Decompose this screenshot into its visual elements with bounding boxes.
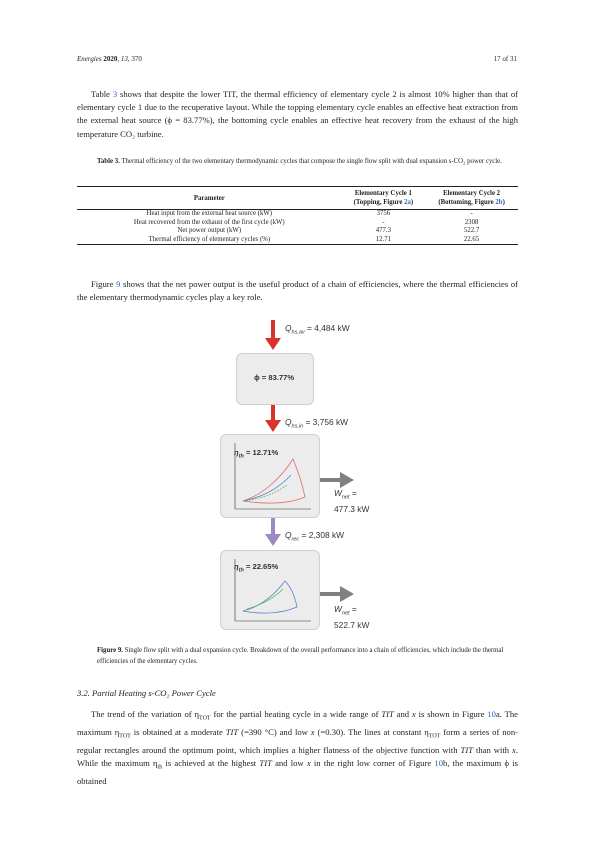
row-cycle1: 12.71 — [342, 236, 426, 245]
w1-line — [334, 488, 369, 504]
running-header-citation: Energies 2020, 13, 370 — [77, 55, 142, 63]
p3-text: form a series of non-regular rectangles around the optimum point, which implies a higher flatness of the objective function with — [77, 726, 518, 755]
row-param: Net power output (kW) — [177, 227, 242, 235]
table3-caption — [97, 157, 518, 168]
label-power-bottoming — [334, 604, 369, 631]
table3-caption-text: Thermal efficiency of the two elementary thermodynamic cycles that compose the single flow split with dual expansion s-CO₂ power cycle. — [119, 158, 502, 165]
w1-eq: = — [349, 488, 357, 498]
eta2-symbol: η — [234, 562, 239, 571]
col2-title: Elementary Cycle 2 — [443, 190, 501, 197]
label-power-topping — [334, 488, 369, 515]
row-cycle2: 522.7 — [463, 227, 480, 235]
q-av-value: = 4,484 kW — [304, 323, 350, 333]
p3-text: The trend of the variation of η — [91, 709, 200, 719]
figure9-caption-label: Figure 9. — [97, 647, 123, 654]
w2-line — [334, 604, 369, 620]
p3-text: is obtained at a moderate — [130, 726, 226, 737]
p3-x: x — [310, 726, 315, 737]
p3-tit: TIT — [381, 709, 394, 719]
eta2-value: = 22.65% — [243, 562, 279, 571]
para2-lead: Figure — [91, 279, 114, 289]
topping-cycle-box — [220, 434, 320, 518]
p3-text: and low — [271, 758, 307, 769]
table3-header-row — [77, 187, 518, 210]
w2-eq: = — [349, 604, 357, 614]
arrow-heat-input — [271, 404, 275, 422]
arrow-heat-recovered — [271, 518, 275, 536]
figure9 — [230, 318, 390, 638]
ts1-cycle-red — [243, 459, 305, 503]
q-in-value: = 3,756 kW — [303, 417, 349, 427]
arrow-heat-input-head — [265, 420, 281, 432]
p3-x: x — [306, 758, 311, 769]
p3-sub: th — [157, 764, 163, 771]
col1-subtitle — [344, 198, 424, 207]
row-param: Thermal efficiency of elementary cycles (%) — [77, 236, 342, 245]
w2-value: 522.7 kW — [334, 619, 370, 630]
paragraph-partial-heating — [77, 708, 518, 788]
paragraph-table3-discussion — [77, 88, 518, 141]
p3-text: a. The maximum η — [77, 709, 518, 737]
w2-symbol: W — [334, 604, 342, 614]
label-heat-available — [285, 323, 350, 336]
col-header-cycle1 — [342, 187, 426, 210]
p3-tit: TIT — [259, 758, 272, 769]
ts2-cycle-blue — [243, 581, 297, 613]
p3-tit: TIT — [460, 744, 473, 755]
p3-text: is achieved at the highest — [162, 758, 260, 769]
p3-x: x — [411, 709, 416, 719]
row-param: Heat input from the external heat source (kW) — [146, 210, 273, 217]
page-number: 17 of 31 — [493, 55, 517, 63]
arrow-power-out-1-head — [340, 472, 354, 488]
para1-lead: Table — [91, 89, 110, 99]
p3-text: than with — [472, 744, 512, 755]
col1-sub-post: ) — [410, 199, 414, 206]
col-header-cycle2 — [425, 187, 518, 210]
label-eta-topping — [234, 448, 278, 460]
row-param: Heat recovered from the exhaust of the first cycle (kW) — [133, 218, 285, 226]
eta1-value: = 12.71% — [243, 448, 279, 457]
w1-subscript: net — [341, 494, 350, 501]
p3-text: for the partial heating cycle in a wide range of — [210, 709, 382, 719]
p3-sub: TOT — [119, 733, 131, 740]
figure10a-link[interactable]: 10 — [487, 709, 496, 719]
q-rec-symbol: Q — [285, 530, 292, 540]
row-cycle1: 3756 — [376, 210, 391, 217]
w2-subscript: net — [341, 610, 350, 617]
table3-link[interactable]: 3 — [112, 89, 118, 99]
col2-sub-post: ) — [502, 199, 505, 206]
journal-volume: 13 — [120, 55, 128, 63]
p3-text: (=390 °C) and low — [238, 726, 311, 737]
table-row — [77, 219, 518, 228]
p3-text: in the right low corner of Figure — [310, 758, 435, 769]
w1-value: 477.3 kW — [334, 503, 370, 514]
eta1-symbol: η — [234, 448, 239, 457]
label-heat-recovered — [285, 530, 344, 543]
row-cycle2: - — [470, 210, 473, 217]
w1-symbol: W — [334, 488, 342, 498]
label-phi: ϕ = 83.77% — [254, 373, 295, 382]
arrow-heat-recovered-head — [265, 534, 281, 546]
table3-caption-label: Table 3. — [97, 158, 120, 165]
journal-year: 2020 — [103, 55, 118, 63]
p3-text: . While the maximum η — [77, 744, 518, 769]
section-heading: 3.2. Partial Heating s-CO₂ Power Cycle — [77, 688, 216, 698]
q-in-symbol: Q — [285, 417, 292, 427]
table-row — [77, 227, 518, 236]
arrow-heat-available — [271, 320, 275, 340]
q-rec-value: = 2,308 kW — [299, 530, 345, 540]
table3 — [77, 186, 518, 245]
col-header-parameter: Parameter — [77, 187, 342, 210]
eta1-subscript: th — [238, 453, 244, 460]
arrow-power-out-1 — [320, 478, 342, 482]
row-cycle2: 22.65 — [425, 236, 518, 245]
para1-text: shows that despite the lower TIT, the thermal efficiency of elementary cycle 2 is almost 10% higher than that of elementary cycle 1 due to the recuperative layout. While the topping elementary cycle enables an effective heat extraction from the external heat source (ϕ = 83.77%), the bottoming cycle enables an effective heat recovery from the exhaust of the high temperature CO₂ turbine. — [77, 89, 518, 139]
figure9-caption-text: Single flow split with a dual expansion cycle. Breakdown of the overall performance into a chain of efficiencies, which include the thermal efficiencies of the elementary cycles. — [97, 647, 504, 665]
row-cycle2: 2308 — [464, 218, 479, 226]
figure2b-link[interactable]: 2b — [495, 199, 503, 206]
arrow-heat-available-head — [265, 338, 281, 350]
label-eta-bottoming — [234, 562, 278, 574]
paragraph-figure9-intro — [77, 278, 518, 304]
q-in-subscript: hs,in — [291, 423, 304, 430]
figure9-caption — [97, 646, 518, 667]
row-cycle1: 477.3 — [375, 227, 392, 235]
p3-text: and — [393, 709, 412, 719]
label-heat-input — [285, 417, 348, 430]
p3-sub: TOT — [199, 715, 211, 722]
ts2-cycle-green — [247, 589, 283, 609]
article-number: 370 — [131, 55, 142, 63]
p3-text: is shown in Figure — [415, 709, 488, 719]
figure9-link[interactable]: 9 — [116, 279, 121, 289]
figure10b-link[interactable]: 10 — [434, 758, 443, 769]
p3-tit: TIT — [225, 726, 239, 737]
arrow-power-out-2 — [320, 592, 342, 596]
p3-text: (=0.30). The lines at constant η — [314, 726, 429, 737]
p3-x: x — [512, 744, 516, 755]
col1-title: Elementary Cycle 1 — [354, 190, 412, 197]
col1-sub-pre: (Topping, Figure — [353, 199, 405, 206]
journal-name: Energies — [77, 55, 102, 63]
col2-subtitle — [427, 198, 516, 207]
p3-sub: TOT — [428, 733, 441, 740]
figure2a-link[interactable]: 2a — [404, 199, 411, 206]
arrow-power-out-2-head — [340, 586, 354, 602]
table-row — [77, 236, 518, 245]
col2-sub-pre: (Bottoming, Figure — [438, 199, 496, 206]
q-rec-subscript: rec — [291, 536, 300, 543]
p3-text: b, the maximum ϕ is obtained — [77, 758, 518, 786]
q-av-subscript: hs,av — [291, 329, 305, 336]
table-row — [77, 210, 518, 219]
eta2-subscript: th — [238, 567, 244, 574]
row-cycle1: - — [382, 218, 385, 226]
para2-text: shows that the net power output is the useful product of a chain of efficiencies, where the thermal efficiencies of the elementary thermodynamic cycles play a key role. — [77, 279, 518, 303]
q-av-symbol: Q — [285, 323, 292, 333]
